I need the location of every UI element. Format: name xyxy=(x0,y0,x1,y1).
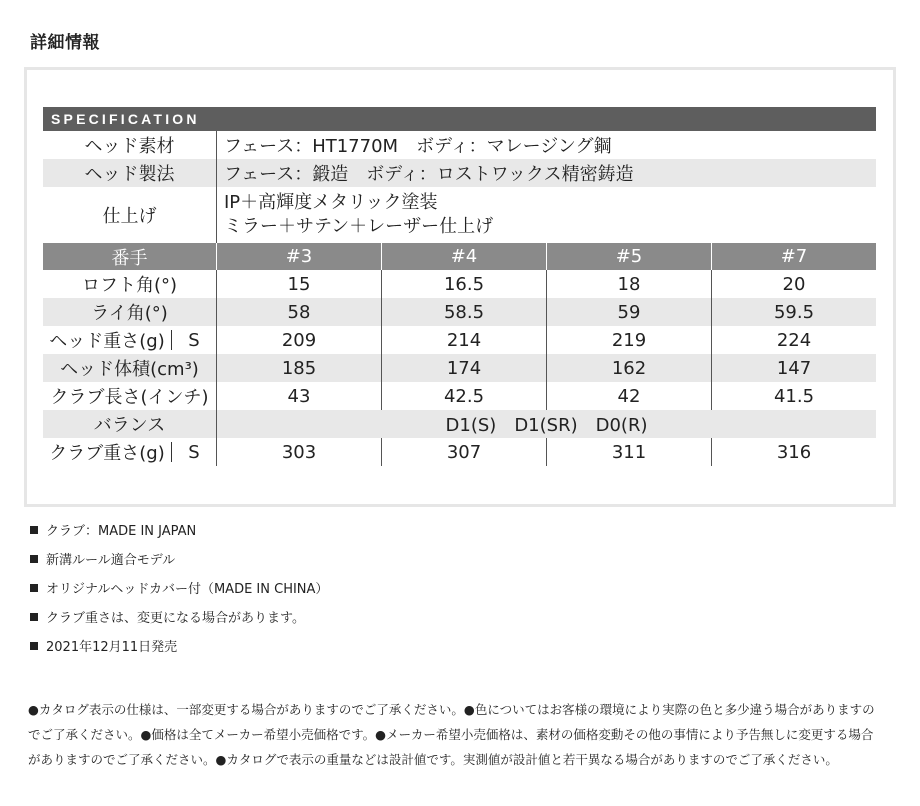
disclaimer-line: でご了承ください。●価格は全てメーカー希望小売価格です。●メーカー希望小売価格は、素材の価格変動その他の事情により予告無しに変更する場合 xyxy=(28,727,874,742)
cell-value: 307 xyxy=(446,441,482,463)
cell-value: 59 xyxy=(617,301,641,323)
club-weight-row xyxy=(43,438,876,466)
head-method-row xyxy=(43,159,876,187)
number-header-row xyxy=(43,243,876,270)
table-row xyxy=(43,326,876,354)
cell-value: 59.5 xyxy=(773,301,815,323)
note-text: 2021年12月11日発売 xyxy=(46,640,178,655)
cell-value: 162 xyxy=(611,357,647,379)
cell-value: 20 xyxy=(782,273,806,295)
cell-value: 174 xyxy=(446,357,482,379)
finish-line-1: IP＋高輝度メタリック塗装 xyxy=(224,192,438,213)
square-bullet-icon xyxy=(30,584,38,592)
number-col-7: #7 xyxy=(780,246,808,267)
row-label: ライ角(°) xyxy=(91,303,168,324)
balance-row xyxy=(43,410,876,438)
head-material-value: フェース：HT1770M ボディ：マレージング鋼 xyxy=(224,136,612,157)
head-method-label: ヘッド製法 xyxy=(84,164,175,185)
list-item xyxy=(30,636,177,655)
row-label: クラブ長さ(インチ) xyxy=(50,387,209,408)
row-sub-label: S xyxy=(188,441,200,463)
note-text: クラブ重さは、変更になる場合があります。 xyxy=(46,611,305,626)
table-row xyxy=(43,354,876,382)
cell-value: 303 xyxy=(281,441,317,463)
square-bullet-icon xyxy=(30,526,38,534)
head-material-row xyxy=(43,131,876,159)
cell-value: 16.5 xyxy=(443,273,485,295)
row-label: ヘッド重さ(g) xyxy=(49,331,165,352)
table-row xyxy=(43,270,876,298)
cell-value: 185 xyxy=(281,357,317,379)
row-sub-label: S xyxy=(188,329,200,351)
row-label: ヘッド体積(cm³) xyxy=(60,359,199,380)
cell-value: 209 xyxy=(281,329,317,351)
note-text: クラブ：MADE IN JAPAN xyxy=(46,524,197,539)
cell-value: 41.5 xyxy=(773,385,815,407)
square-bullet-icon xyxy=(30,555,38,563)
finish-value xyxy=(224,187,493,243)
number-col-3: #3 xyxy=(285,246,313,267)
list-item xyxy=(30,578,328,597)
balance-label: バランス xyxy=(93,415,166,436)
list-item xyxy=(30,520,196,539)
list-item xyxy=(30,607,305,626)
cell-value: 214 xyxy=(446,329,482,351)
finish-label: 仕上げ xyxy=(102,206,157,227)
note-text: 新溝ルール適合モデル xyxy=(46,553,176,568)
balance-value: D1(S) D1(SR) D0(R) xyxy=(445,415,648,436)
cell-value: 147 xyxy=(776,357,812,379)
number-col-5: #5 xyxy=(615,246,643,267)
spec-header: SPECIFICATION xyxy=(43,107,876,131)
disclaimer xyxy=(28,697,890,772)
number-header-label: 番手 xyxy=(111,247,148,269)
table-row xyxy=(43,382,876,410)
cell-value: 316 xyxy=(776,441,812,463)
note-text: オリジナルヘッドカバー付（MADE IN CHINA） xyxy=(46,582,329,597)
list-item xyxy=(30,549,175,568)
cell-value: 42.5 xyxy=(443,385,485,407)
square-bullet-icon xyxy=(30,613,38,621)
divider xyxy=(216,159,217,187)
table-row xyxy=(43,298,876,326)
row-label: クラブ重さ(g) xyxy=(49,443,165,464)
disclaimer-line: ●カタログ表示の仕様は、一部変更する場合がありますのでご了承ください。●色についてはお客様の環境により実際の色と多少違う場合がありますの xyxy=(28,702,875,717)
disclaimer-line: がありますのでご了承ください。●カタログで表示の重量などは設計値です。実測値が設計値と若干異なる場合がありますのでご了承ください。 xyxy=(28,752,838,767)
finish-line-2: ミラー＋サテン＋レーザー仕上げ xyxy=(224,216,494,237)
cell-value: 43 xyxy=(287,385,311,407)
page-title: 詳細情報 xyxy=(30,33,100,53)
cell-value: 311 xyxy=(611,441,647,463)
head-material-label: ヘッド素材 xyxy=(84,136,175,157)
finish-row xyxy=(43,187,876,243)
cell-value: 15 xyxy=(287,273,311,295)
divider xyxy=(216,187,217,243)
head-method-value: フェース：鍛造 ボディ：ロストワックス精密鋳造 xyxy=(224,164,634,185)
cell-value: 58.5 xyxy=(443,301,485,323)
cell-value: 224 xyxy=(776,329,812,351)
cell-value: 219 xyxy=(611,329,647,351)
square-bullet-icon xyxy=(30,642,38,650)
number-col-4: #4 xyxy=(450,246,478,267)
cell-value: 18 xyxy=(617,273,641,295)
cell-value: 58 xyxy=(287,301,311,323)
row-label: ロフト角(°) xyxy=(81,275,178,296)
divider xyxy=(216,131,217,159)
cell-value: 42 xyxy=(617,385,641,407)
